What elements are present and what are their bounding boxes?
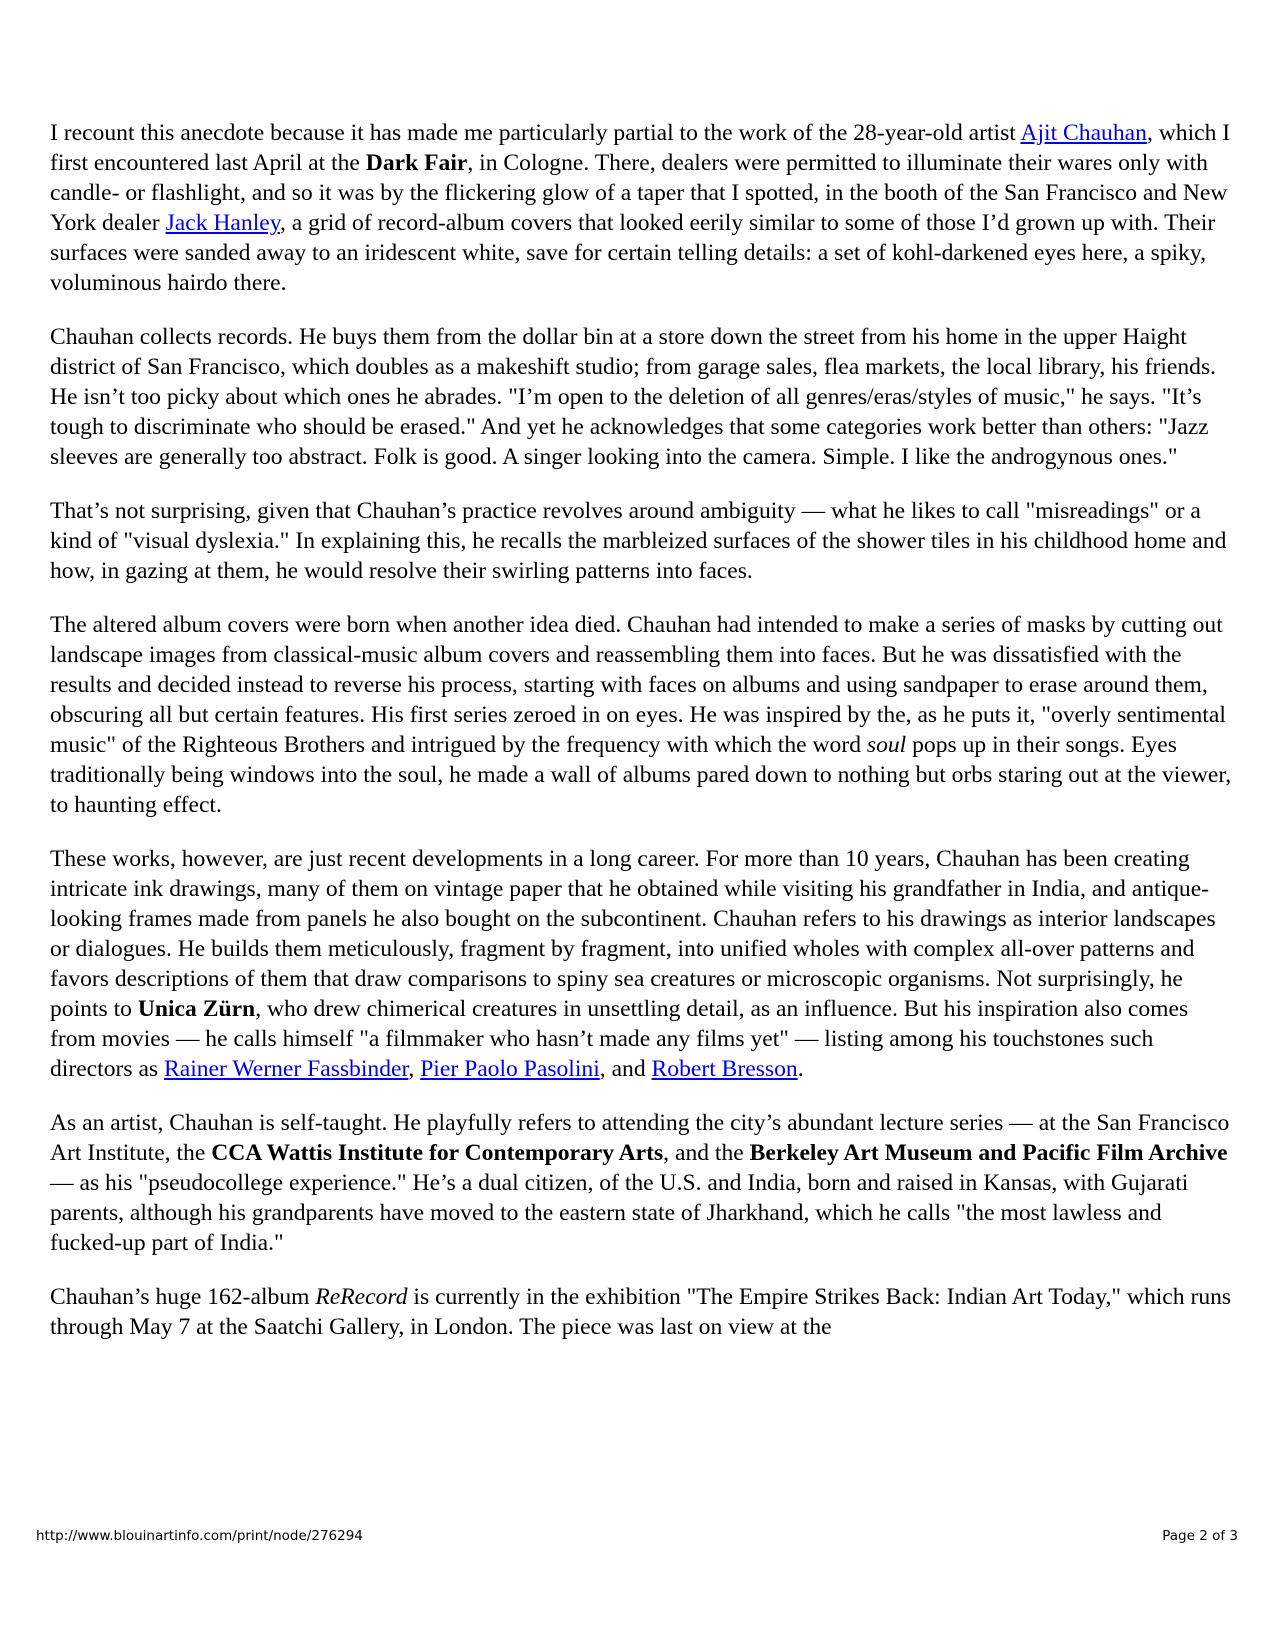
link-bresson[interactable]: Robert Bresson [651,1056,798,1082]
text: , and [599,1056,652,1082]
bold-cca-wattis: CCA Wattis Institute for Contemporary Arts [211,1140,664,1166]
italic-rerecord: ReRecord [315,1284,408,1310]
footer-page-number: Page 2 of 3 [1162,1528,1238,1544]
link-pasolini[interactable]: Pier Paolo Pasolini [420,1056,600,1082]
paragraph-5 [50,844,1235,1084]
text: Chauhan’s huge 162-album [50,1284,316,1310]
footer-url: http://www.blouinartinfo.com/print/node/276294 [36,1528,363,1544]
link-fassbinder[interactable]: Rainer Werner Fassbinder [164,1056,409,1082]
bold-unica-zurn: Unica Zürn [137,996,256,1022]
text: , which I first encountered last April at the [50,120,1231,176]
text: , a grid of record-album covers that looked eerily similar to some of those I’d grown up with. Their surfaces were sanded away to an iridescent white, save for certain telling details: a set of kohl-darkened eyes here, a spiky, voluminous hairdo there. [50,210,1216,296]
paragraph-7 [50,1282,1235,1342]
italic-soul: soul [866,732,907,758]
text: , and the [663,1140,750,1166]
link-ajit-chauhan[interactable]: Ajit Chauhan [1020,120,1147,146]
text: As an artist, Chauhan is self-taught. He playfully refers to attending the city’s abundant lecture series — at the San Francisco Art Institute, the [50,1110,1230,1166]
article-body [50,118,1235,1366]
text: is currently in the exhibition "The Empire Strikes Back: Indian Art Today," which runs through May 7 at the Saatchi Gallery, in London. The piece was last on view at the [50,1284,1232,1340]
text: , in Cologne. There, dealers were permitted to illuminate their wares only with candle- or flashlight, and so it was by the flickering glow of a taper that I spotted, in the booth of the San Francisco and New York dealer [50,150,1228,236]
text: — as his "pseudocollege experience." He’s a dual citizen, of the U.S. and India, born and raised in Kansas, with Gujarati parents, although his grandparents have moved to the eastern state of Jharkhand, which he calls "the most lawless and fucked-up part of India." [50,1170,1189,1256]
bold-berkeley-art-museum: Berkeley Art Museum and Pacific Film Archive [749,1140,1228,1166]
link-jack-hanley[interactable]: Jack Hanley [165,210,280,236]
bold-dark-fair: Dark Fair [365,150,468,176]
text: pops up in their songs. Eyes traditionally being windows into the soul, he made a wall of albums pared down to nothing but orbs staring out at the viewer, to haunting effect. [50,732,1232,818]
text: , [408,1056,421,1082]
paragraph-4 [50,610,1235,820]
text: I recount this anecdote because it has made me particularly partial to the work of the 28-year-old artist [50,120,1021,146]
paragraph-2: Chauhan collects records. He buys them from the dollar bin at a store down the street from his home in the upper Haight district of San Francisco, which doubles as a makeshift studio; from garage sales, flea markets, the local library, his friends. He isn’t too picky about which ones he abrades. "I’m open to the deletion of all genres/eras/styles of music," he says. "It’s tough to discriminate who should be erased." And yet he acknowledges that some categories work better than others: "Jazz sleeves are generally too abstract. Folk is good. A singer looking into the camera. Simple. I like the androgynous ones." [50,324,1217,470]
paragraph-6 [50,1108,1235,1258]
text: , who drew chimerical creatures in unsettling detail, as an influence. But his inspiration also comes from movies — he calls himself "a filmmaker who hasn’t made any films yet" — listing among his touchstones such directors as [50,996,1189,1082]
paragraph-3: That’s not surprising, given that Chauhan’s practice revolves around ambiguity — what he likes to call "misreadings" or a kind of "visual dyslexia." In explaining this, he recalls the marbleized surfaces of the shower tiles in his childhood home and how, in gazing at them, he would resolve their swirling patterns into faces. [50,498,1227,584]
text: The altered album covers were born when another idea died. Chauhan had intended to make a series of masks by cutting out landscape images from classical-music album covers and reassembling them into faces. But he was dissatisfied with the results and decided instead to reverse his process, starting with faces on albums and using sandpaper to erase around them, obscuring all but certain features. His first series zeroed in on eyes. He was inspired by the, as he puts it, "overly sentimental music" of the Righteous Brothers and intrigued by the frequency with which the word [50,612,1226,758]
text: These works, however, are just recent developments in a long career. For more than 10 years, Chauhan has been creating intricate ink drawings, many of them on vintage paper that he obtained while visiting his grandfather in India, and antique-looking frames made from panels he also bought on the subcontinent. Chauhan refers to his drawings as interior landscapes or dialogues. He builds them meticulously, fragment by fragment, into unified wholes with complex all-over patterns and favors descriptions of them that draw comparisons to spiny sea creatures or microscopic organisms. Not surprisingly, he points to [50,846,1216,1022]
text: . [797,1056,804,1082]
paragraph-1 [50,118,1235,298]
